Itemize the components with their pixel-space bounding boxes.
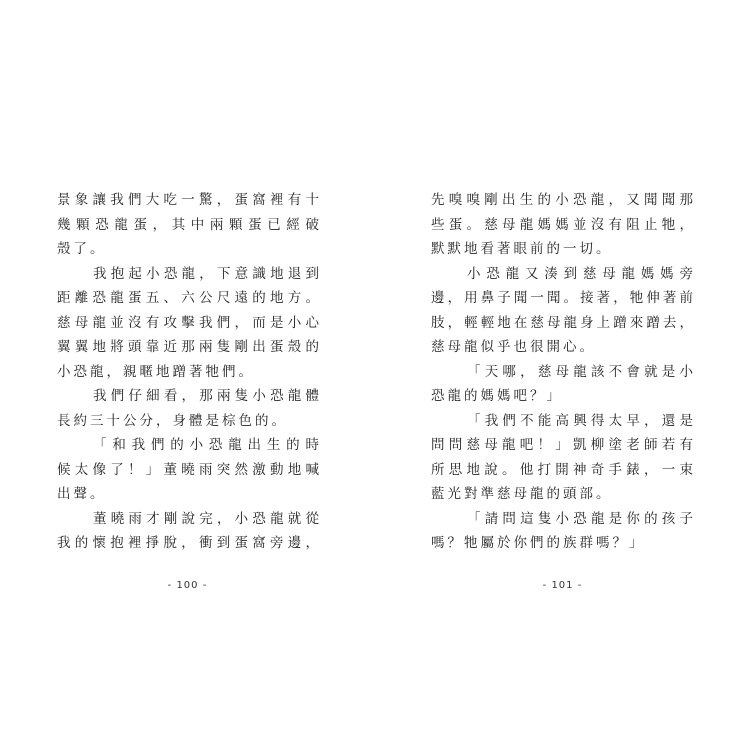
right-page-text (431, 188, 693, 556)
text-line: 董曉雨才剛說完，小恐龍就從 (93, 510, 319, 527)
text-line: 恐龍的媽媽吧？」 (431, 388, 563, 404)
left-page-text (57, 188, 319, 556)
right-page (375, 0, 750, 750)
text-line: 「天哪，慈母龍該不會就是小 (467, 363, 693, 380)
text-line: 翼翼地將頭靠近那兩隻剛出蛋殼的 (57, 339, 319, 355)
text-line: 小恐龍，親暱地蹭著牠們。 (57, 363, 255, 380)
text-line: 些蛋。慈母龍媽媽並沒有阻止牠， (431, 216, 693, 233)
text-line: 候太像了！」董曉雨突然激動地喊 (57, 461, 319, 478)
text-line: 默默地看著眼前的一切。 (431, 241, 613, 257)
text-line: 幾顆恐龍蛋，其中兩顆蛋已經破 (57, 216, 319, 233)
text-line: 先嗅嗅剛出生的小恐龍，又聞聞那 (431, 192, 693, 208)
text-line: 殼了。 (57, 241, 107, 257)
text-line: 距離恐龍蛋五、六公尺遠的地方。 (57, 290, 319, 306)
text-line: 出聲。 (57, 486, 107, 502)
text-line: 藍光對準慈母龍的頭部。 (431, 486, 613, 502)
page-number-left: - 100 - (167, 580, 208, 591)
text-line: 景象讓我們大吃一驚，蛋窩裡有十 (57, 192, 319, 208)
text-line: 肢，輕輕地在慈母龍身上蹭來蹭去， (431, 314, 693, 331)
text-line: 邊，用鼻子聞一聞。接著，牠伸著前 (431, 290, 693, 306)
text-line: 所思地說。他打開神奇手錶，一束 (431, 461, 693, 478)
text-line: 我們仔細看，那兩隻小恐龍體 (93, 388, 319, 404)
text-line: 嗎？牠屬於你們的族群嗎？」 (431, 535, 646, 551)
text-line: 問問慈母龍吧！」凱柳塗老師若有 (431, 437, 693, 453)
text-line: 小恐龍又湊到慈母龍媽媽旁 (467, 265, 693, 282)
page-number-right: - 101 - (542, 580, 583, 591)
text-line: 慈母龍似乎也很開心。 (431, 339, 596, 355)
text-line: 我的懷抱裡掙脫，衝到蛋窩旁邊， (57, 535, 319, 551)
text-line: 「我們不能高興得太早，還是 (467, 412, 693, 429)
text-line: 我抱起小恐龍，下意識地退到 (93, 265, 319, 282)
text-line: 「請問這隻小恐龍是你的孩子 (467, 510, 693, 527)
text-line: 長約三十公分，身體是棕色的。 (57, 412, 288, 429)
text-line: 慈母龍並沒有攻擊我們，而是小心 (57, 314, 319, 331)
text-line: 「和我們的小恐龍出生的時 (93, 437, 319, 453)
